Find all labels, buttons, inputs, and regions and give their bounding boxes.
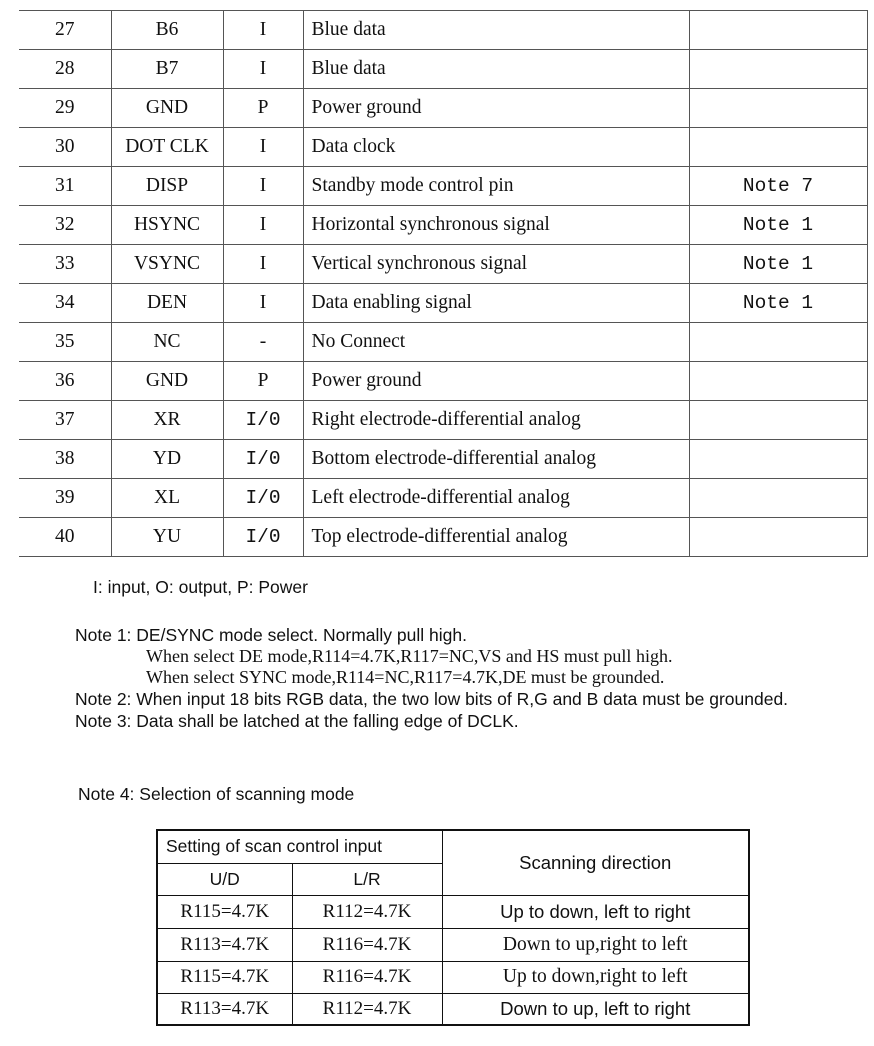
pin-symbol: HSYNC xyxy=(111,206,223,245)
pin-io: P xyxy=(223,89,303,128)
pin-io: I xyxy=(223,206,303,245)
pin-symbol: XL xyxy=(111,479,223,518)
pin-function: Horizontal synchronous signal xyxy=(303,206,689,245)
table-row xyxy=(19,167,867,206)
pin-symbol: DISP xyxy=(111,167,223,206)
pin-remark xyxy=(689,11,867,50)
pin-io: I xyxy=(223,11,303,50)
scan-ud: R115=4.7K xyxy=(157,961,292,993)
table-row xyxy=(19,284,867,323)
table-row xyxy=(157,895,749,928)
pin-remark: Note 7 xyxy=(689,167,867,206)
pin-number: 35 xyxy=(19,323,111,362)
pin-symbol: DEN xyxy=(111,284,223,323)
pin-remark xyxy=(689,518,867,557)
pin-symbol: VSYNC xyxy=(111,245,223,284)
table-row xyxy=(19,50,867,89)
pin-remark xyxy=(689,89,867,128)
note-1-line-3: When select SYNC mode,R114=NC,R117=4.7K,DE must be grounded. xyxy=(146,667,665,687)
pin-number: 40 xyxy=(19,518,111,557)
pin-remark: Note 1 xyxy=(689,245,867,284)
table-row xyxy=(19,89,867,128)
header-lr: L/R xyxy=(292,863,442,895)
pin-symbol: YU xyxy=(111,518,223,557)
pin-io: I xyxy=(223,245,303,284)
pin-remark xyxy=(689,128,867,167)
pin-io: P xyxy=(223,362,303,401)
pin-function: Standby mode control pin xyxy=(303,167,689,206)
pin-number: 39 xyxy=(19,479,111,518)
table-row xyxy=(19,518,867,557)
pin-number: 38 xyxy=(19,440,111,479)
pin-symbol: XR xyxy=(111,401,223,440)
pin-remark xyxy=(689,362,867,401)
notes-block xyxy=(75,624,835,732)
pin-number: 36 xyxy=(19,362,111,401)
pin-number: 34 xyxy=(19,284,111,323)
note-2: Note 2: When input 18 bits RGB data, the two low bits of R,G and B data must be grounded. xyxy=(75,689,789,709)
pin-symbol: NC xyxy=(111,323,223,362)
pin-io: I xyxy=(223,284,303,323)
table-row xyxy=(157,993,749,1025)
scan-lr: R116=4.7K xyxy=(292,961,442,993)
pin-remark xyxy=(689,401,867,440)
pin-remark xyxy=(689,479,867,518)
pin-function: No Connect xyxy=(303,323,689,362)
pin-symbol: GND xyxy=(111,89,223,128)
table-row xyxy=(19,11,867,50)
scan-direction: Down to up, left to right xyxy=(442,993,749,1025)
pin-function: Data enabling signal xyxy=(303,284,689,323)
scan-lr: R112=4.7K xyxy=(292,993,442,1025)
pin-function: Left electrode-differential analog xyxy=(303,479,689,518)
pin-symbol: B6 xyxy=(111,11,223,50)
pin-io: - xyxy=(223,323,303,362)
pin-number: 32 xyxy=(19,206,111,245)
scan-lr: R112=4.7K xyxy=(292,895,442,928)
pin-function: Power ground xyxy=(303,89,689,128)
scan-ud: R113=4.7K xyxy=(157,993,292,1025)
scan-direction: Up to down, left to right xyxy=(442,895,749,928)
pin-remark xyxy=(689,50,867,89)
pin-io: I/0 xyxy=(223,440,303,479)
scan-direction: Down to up,right to left xyxy=(442,928,749,961)
note-1: Note 1: DE/SYNC mode select. Normally pull high. xyxy=(75,625,467,645)
scan-lr: R116=4.7K xyxy=(292,928,442,961)
header-direction: Scanning direction xyxy=(442,830,749,895)
pin-number: 33 xyxy=(19,245,111,284)
table-row xyxy=(19,206,867,245)
pin-function: Right electrode-differential analog xyxy=(303,401,689,440)
table-row xyxy=(19,401,867,440)
pin-function: Vertical synchronous signal xyxy=(303,245,689,284)
header-setting: Setting of scan control input xyxy=(157,830,442,863)
table-row xyxy=(157,928,749,961)
table-row xyxy=(19,128,867,167)
scan-ud: R113=4.7K xyxy=(157,928,292,961)
table-row xyxy=(157,961,749,993)
pin-function: Power ground xyxy=(303,362,689,401)
pin-io: I/0 xyxy=(223,401,303,440)
note-4: Note 4: Selection of scanning mode xyxy=(78,784,355,804)
pin-number: 37 xyxy=(19,401,111,440)
header-ud: U/D xyxy=(157,863,292,895)
pin-io: I xyxy=(223,128,303,167)
pin-symbol: GND xyxy=(111,362,223,401)
table-header-row xyxy=(157,830,749,863)
table-row xyxy=(19,440,867,479)
table-row xyxy=(19,245,867,284)
pin-symbol: YD xyxy=(111,440,223,479)
table-row xyxy=(19,323,867,362)
io-legend: I: input, O: output, P: Power xyxy=(93,577,308,597)
pin-symbol: DOT CLK xyxy=(111,128,223,167)
pin-number: 29 xyxy=(19,89,111,128)
pin-function: Blue data xyxy=(303,50,689,89)
pin-number: 27 xyxy=(19,11,111,50)
pin-remark xyxy=(689,440,867,479)
pin-number: 30 xyxy=(19,128,111,167)
scan-mode-table xyxy=(156,829,750,1026)
table-row xyxy=(19,362,867,401)
pin-io: I xyxy=(223,50,303,89)
pin-number: 28 xyxy=(19,50,111,89)
pin-remark: Note 1 xyxy=(689,284,867,323)
pin-io: I xyxy=(223,167,303,206)
pin-function: Top electrode-differential analog xyxy=(303,518,689,557)
note-1-line-2: When select DE mode,R114=4.7K,R117=NC,VS and HS must pull high. xyxy=(146,646,673,666)
pin-remark: Note 1 xyxy=(689,206,867,245)
pin-function: Blue data xyxy=(303,11,689,50)
pin-table xyxy=(19,10,868,557)
pin-io: I/0 xyxy=(223,518,303,557)
pin-io: I/0 xyxy=(223,479,303,518)
note-3: Note 3: Data shall be latched at the falling edge of DCLK. xyxy=(75,711,519,731)
scan-ud: R115=4.7K xyxy=(157,895,292,928)
scan-direction: Up to down,right to left xyxy=(442,961,749,993)
pin-function: Bottom electrode-differential analog xyxy=(303,440,689,479)
pin-number: 31 xyxy=(19,167,111,206)
pin-symbol: B7 xyxy=(111,50,223,89)
pin-function: Data clock xyxy=(303,128,689,167)
pin-remark xyxy=(689,323,867,362)
table-row xyxy=(19,479,867,518)
